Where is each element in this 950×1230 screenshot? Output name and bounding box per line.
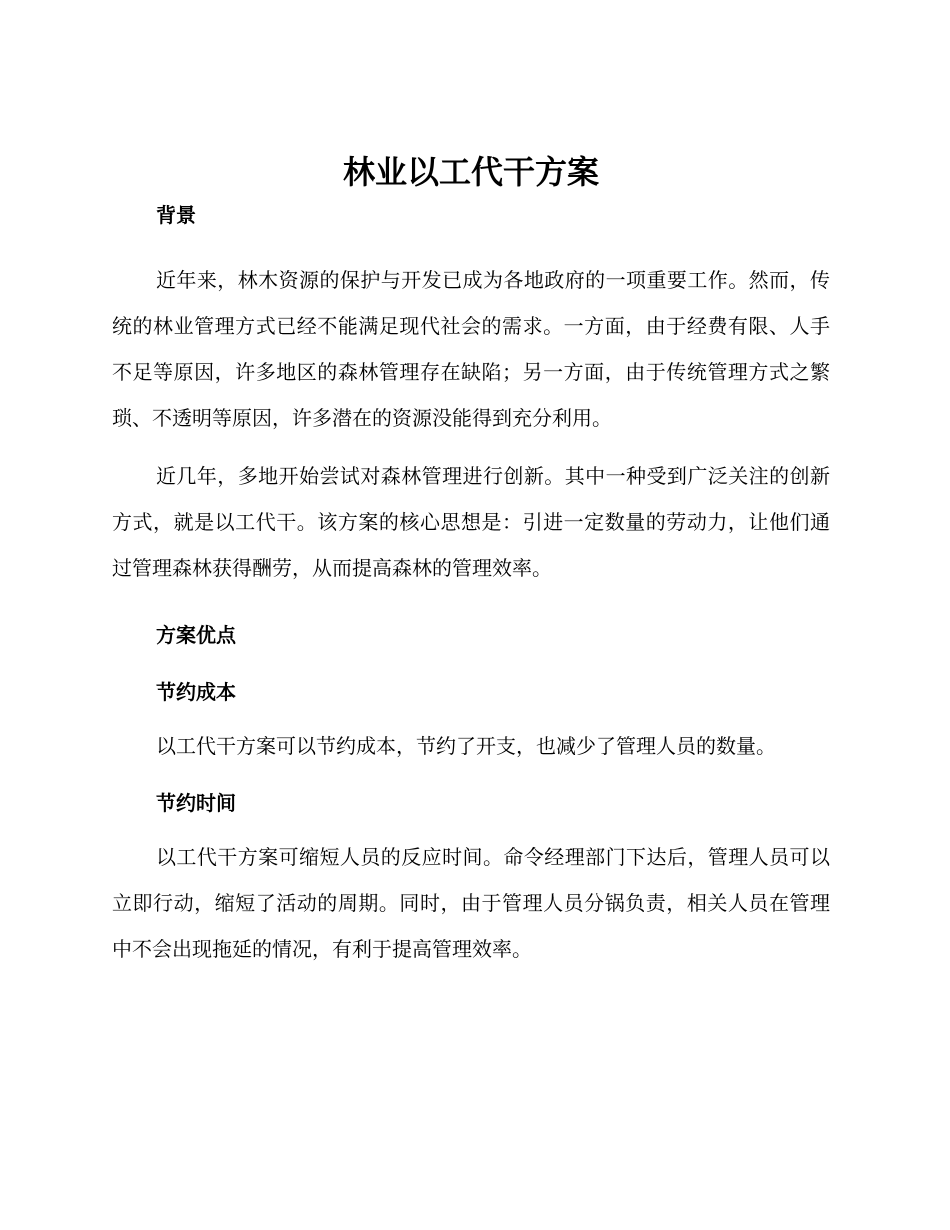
section-heading-cost: 节约成本	[156, 680, 236, 704]
paragraph-cost: 以工代干方案可以节约成本，节约了开支，也减少了管理人员的数量。	[156, 734, 776, 758]
paragraph-time: 以工代干方案可缩短人员的反应时间。命令经理部门下达后，管理人员可以立即行动，缩短了活动的周期。同时，由于管理人员分锅负责，相关人员在管理中不会出现拖延的情况，有利于提高管理效率。	[112, 845, 830, 961]
document-title: 林业以工代干方案	[342, 153, 599, 191]
section-heading-advantages: 方案优点	[156, 623, 236, 647]
paragraph-background-1: 近年来，林木资源的保护与开发已成为各地政府的一项重要工作。然而，传统的林业管理方式已经不能满足现代社会的需求。一方面，由于经费有限、人手不足等原因，许多地区的森林管理存在缺陷；另一方面，由于传统管理方式之繁琐、不透明等原因，许多潜在的资源没能得到充分利用。	[112, 268, 830, 430]
section-heading-background: 背景	[156, 203, 196, 227]
section-heading-time: 节约时间	[156, 791, 236, 815]
paragraph-background-2: 近几年，多地开始尝试对森林管理进行创新。其中一种受到广泛关注的创新方式，就是以工代干。该方案的核心思想是：引进一定数量的劳动力，让他们通过管理森林获得酬劳，从而提高森林的管理效率。	[112, 464, 830, 580]
